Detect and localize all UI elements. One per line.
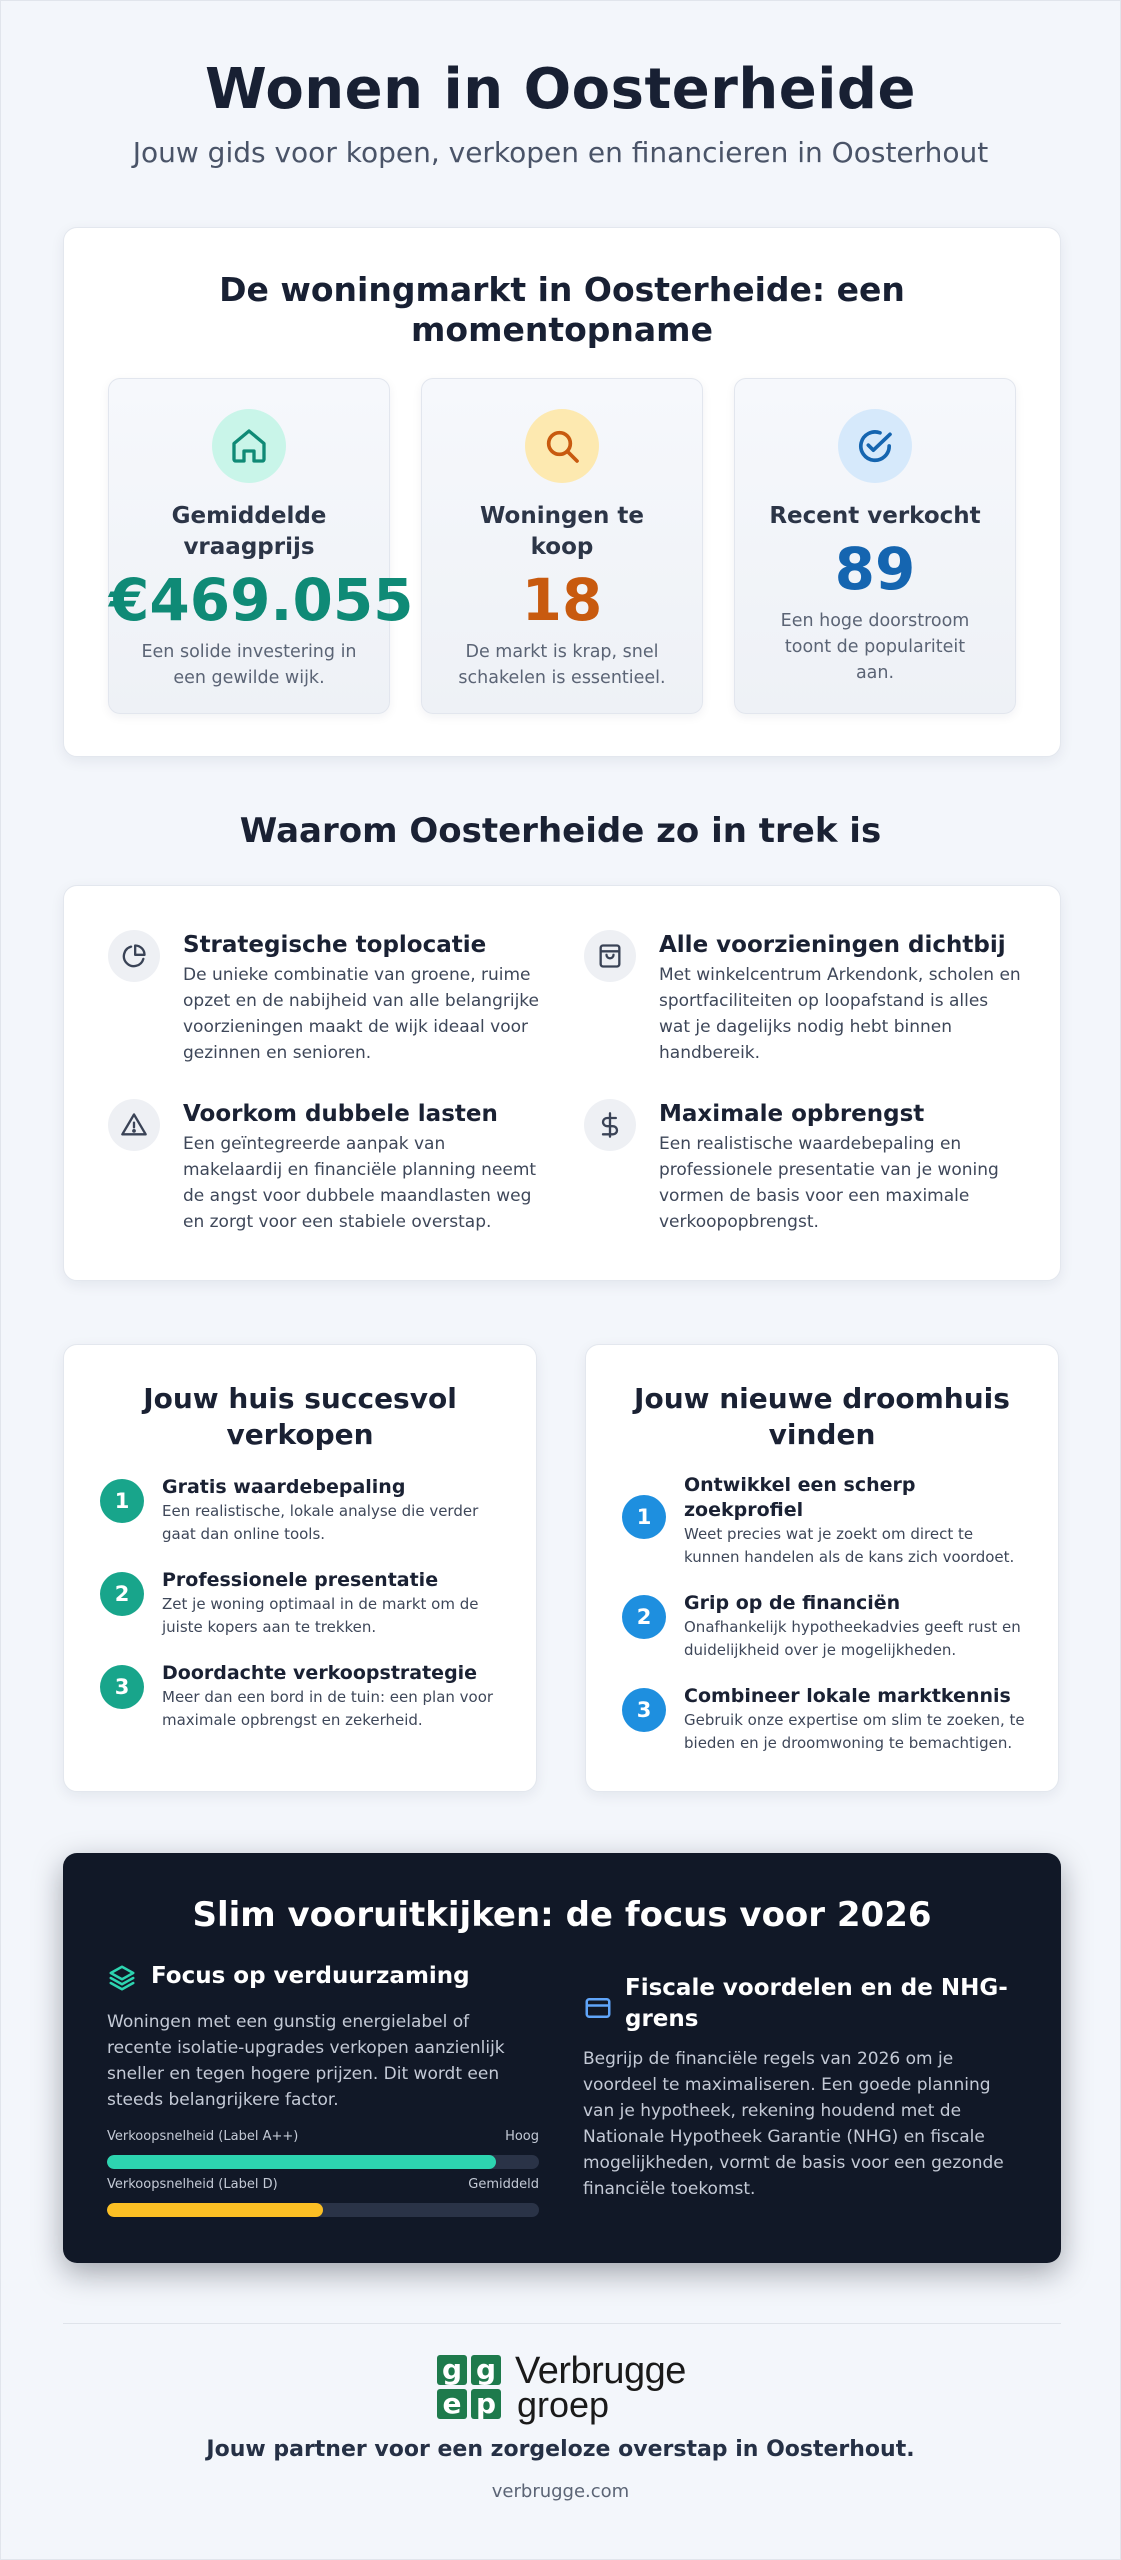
stat-label: Recent verkocht: [769, 503, 981, 529]
step-text: Een realistische, lokale analyse die verder gaat dan online tools.: [162, 1502, 479, 1543]
svg-text:e: e: [442, 2387, 462, 2420]
market-title: [64, 270, 1060, 350]
bar-label: Verkoopsnelheid (Label D): [107, 2177, 278, 2192]
logo-word-secondary: groep: [517, 2384, 610, 2425]
step-number: 2: [622, 1595, 666, 1639]
stat-card-homes-for-sale: [421, 378, 703, 714]
focus-right-text: Begrijp de financiële regels van 2026 om je voordeel te maximaliseren. Een goede planning van je hypotheek, rekening houdend met de Nationale Hypotheek Garantie (NHG) en fiscale mogelijkheden, vormt de basis voor een gezonde financiële toekomst.: [583, 2049, 1004, 2199]
focus-title: Slim vooruitkijken: de focus voor 2026: [192, 1895, 932, 1935]
reason-text: Een geïntegreerde aanpak van makelaardij en financiële planning neemt de angst voor dubbele maandlasten weg en zorgt voor een stabiele overstap.: [183, 1134, 537, 1232]
shopping-bag-icon: [584, 930, 636, 982]
house-icon: [212, 409, 286, 483]
stat-description: Een solide investering in een gewilde wijk.: [141, 642, 357, 688]
bar-track: [107, 2203, 539, 2217]
bar-label: Verkoopsnelheid (Label A++): [107, 2129, 299, 2144]
stat-value: 18: [521, 566, 603, 634]
buy-step: [622, 1591, 1028, 1662]
bar-level: Gemiddeld: [468, 2177, 539, 2192]
buy-step: [622, 1684, 1028, 1755]
sell-step: [100, 1661, 506, 1732]
reason-item: [108, 930, 548, 1066]
verbrugge-logo: [437, 2350, 687, 2425]
stat-card-average-price: [108, 378, 414, 714]
footer-website-link[interactable]: verbrugge.com: [491, 2481, 630, 2502]
dollar-icon: [584, 1099, 636, 1151]
reasons-card: [63, 885, 1061, 1281]
step-text: Zet je woning optimaal in de markt om de juiste kopers aan te trekken.: [162, 1595, 479, 1636]
sell-steps-card: [63, 1344, 537, 1792]
reason-title: Strategische toplocatie: [183, 932, 487, 958]
reason-title: Alle voorzieningen dichtbij: [659, 932, 1006, 958]
page-title: Wonen in Oosterheide: [205, 57, 916, 122]
check-circle-icon: [838, 409, 912, 483]
warning-icon: [108, 1099, 160, 1151]
buy-step: [622, 1473, 1028, 1569]
stat-description: De markt is krap, snel schakelen is essentieel.: [458, 642, 666, 688]
focus-2026-card: [63, 1853, 1061, 2263]
logo-word-primary: Verbrugge: [515, 2350, 686, 2392]
step-text: Meer dan een bord in de tuin: een plan voor maximale opbrengst en zekerheid.: [162, 1688, 494, 1729]
buy-steps-card: [585, 1344, 1059, 1792]
focus-left-text: Woningen met een gunstig energielabel of recente isolatie-upgrades verkopen aanzienlijk sneller en tegen hogere prijzen. Dit wordt een steeds belangrijkere factor.: [107, 2012, 505, 2110]
reason-item: [584, 1099, 1024, 1235]
sell-step: [100, 1568, 506, 1639]
stat-value: 89: [834, 535, 916, 603]
svg-text:p: p: [475, 2387, 497, 2420]
progress-bar-fill: [107, 2203, 323, 2217]
step-title: Combineer lokale marktkennis: [684, 1685, 1011, 1707]
focus-right-title: Fiscale voordelen en de NHG-grens: [625, 1975, 1008, 2032]
step-number: 3: [100, 1665, 144, 1709]
step-number: 1: [100, 1479, 144, 1523]
bar-level: Hoog: [505, 2129, 539, 2144]
stat-card-recently-sold: [734, 378, 1016, 714]
reason-text: De unieke combinatie van groene, ruime opzet en de nabijheid van alle belangrijke voorzieningen maakt de wijk ideaal voor gezinnen en senioren.: [183, 965, 539, 1063]
step-text: Gebruik onze expertise om slim te zoeken, te bieden en je droomwoning te bemachtigen.: [684, 1711, 1025, 1752]
svg-text:g: g: [441, 2353, 463, 2386]
reason-title: Voorkom dubbele lasten: [183, 1101, 498, 1127]
market-snapshot-card: [63, 227, 1061, 757]
step-title: Professionele presentatie: [162, 1569, 439, 1591]
step-title: Gratis waardebepaling: [162, 1476, 406, 1498]
bar-track: [107, 2155, 539, 2169]
sell-step: [100, 1475, 506, 1546]
focus-left-title: Focus op verduurzaming: [151, 1963, 470, 1989]
svg-text:g: g: [475, 2353, 497, 2386]
step-number: 2: [100, 1572, 144, 1616]
progress-bar-fill: [107, 2155, 496, 2169]
hero-header: [1, 1, 1120, 169]
reason-text: Met winkelcentrum Arkendonk, scholen en sportfaciliteiten op loopafstand is alles wat je dagelijks nodig hebt binnen handbereik.: [659, 965, 1021, 1063]
step-number: 1: [622, 1495, 666, 1539]
stat-description: Een hoge doorstroom toont de populariteit aan.: [780, 611, 970, 683]
step-text: Onafhankelijk hypotheekadvies geeft rust en duidelijkheid over je mogelijkheden.: [684, 1618, 1021, 1659]
stat-value: €469.055: [109, 566, 414, 634]
footer-divider: [63, 2323, 1061, 2324]
step-number: 3: [622, 1688, 666, 1732]
step-title: Ontwikkel een scherp zoekprofiel: [684, 1474, 916, 1521]
stat-label: Woningen te koop: [479, 503, 645, 560]
step-text: Weet precies wat je zoekt om direct te kunnen handelen als de kans zich voordoet.: [684, 1525, 1015, 1566]
reasons-title: Waarom Oosterheide zo in trek is: [239, 811, 882, 851]
pie-chart-icon: [108, 930, 160, 982]
buy-title: Jouw nieuwe droomhuis vinden: [634, 1382, 1010, 1451]
reason-title: Maximale opbrengst: [659, 1101, 925, 1127]
reason-item: [584, 930, 1024, 1066]
page-subtitle: Jouw gids voor kopen, verkopen en financieren in Oosterhout: [132, 136, 989, 169]
search-icon: [525, 409, 599, 483]
reason-item: [108, 1099, 548, 1235]
stat-label: Gemiddelde vraagprijs: [171, 503, 327, 560]
reason-text: Een realistische waardebepaling en professionele presentatie van je woning vormen de basis voor een maximale verkoopopbrengst.: [659, 1134, 999, 1232]
credit-card-icon: [583, 1993, 613, 2027]
step-title: Grip op de financiën: [684, 1592, 901, 1614]
sell-title: Jouw huis succesvol verkopen: [143, 1382, 457, 1451]
step-title: Doordachte verkoopstrategie: [162, 1662, 478, 1684]
footer-tagline: Jouw partner voor een zorgeloze overstap in Oosterhout.: [206, 2437, 915, 2462]
layers-icon: [107, 1963, 137, 1997]
market-title-text: De woningmarkt in Oosterheide: een momentopname: [219, 270, 905, 349]
